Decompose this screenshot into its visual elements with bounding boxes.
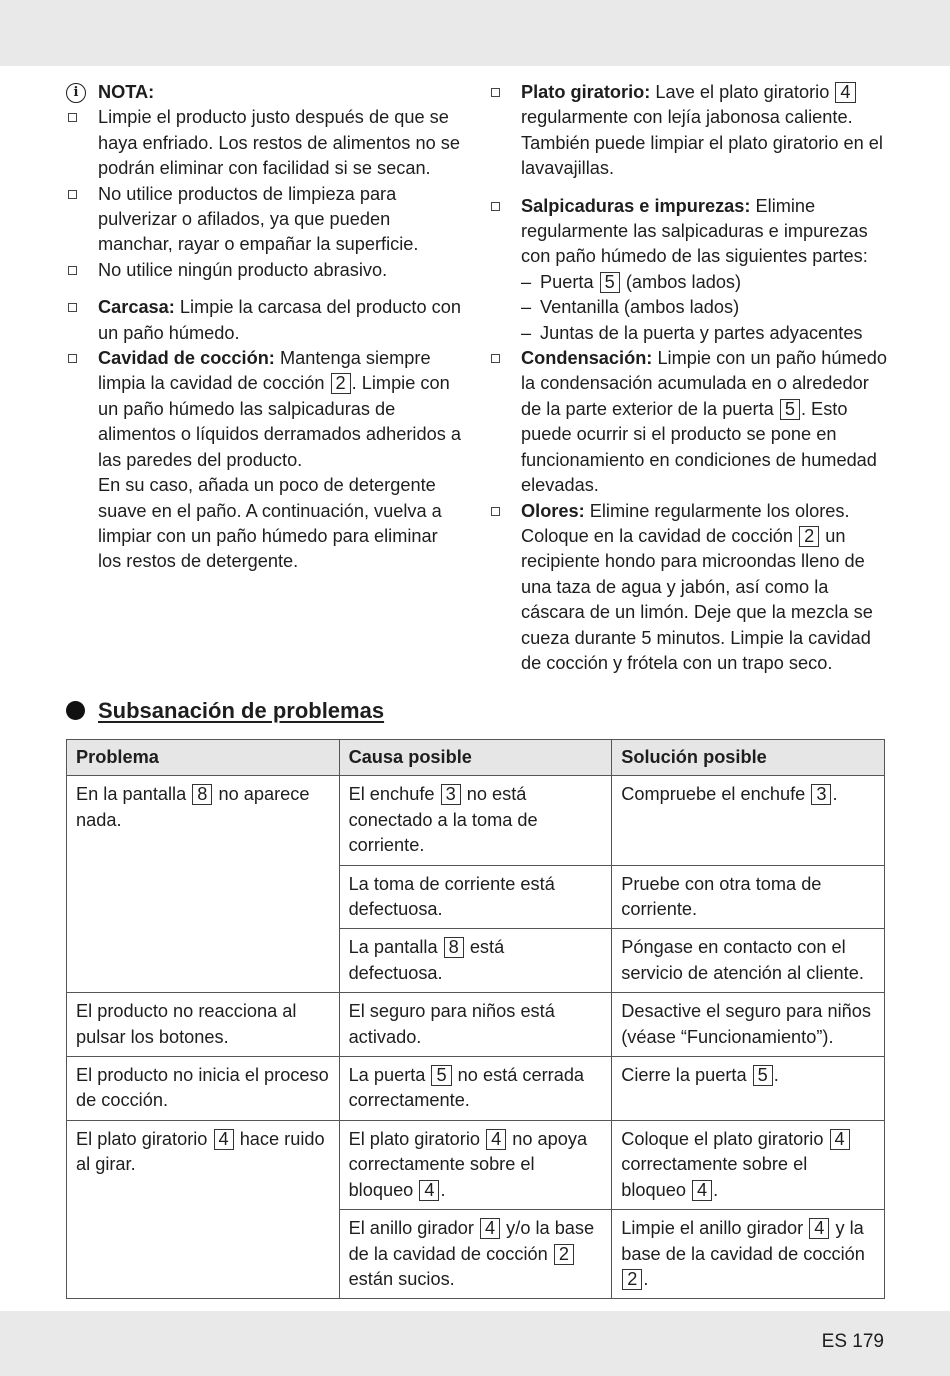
- section-title: Subsanación de problemas: [98, 698, 385, 723]
- cause-cell: El seguro para niños está activado.: [339, 993, 612, 1057]
- solution-cell: Desactive el seguro para niños (véase “Funcionamiento”).: [612, 993, 885, 1057]
- dash-text: Juntas de la puerta y partes adyacentes: [540, 322, 863, 343]
- carcasa-item: [66, 295, 461, 346]
- solution-cell: Pruebe con otra toma de corriente.: [612, 865, 885, 929]
- salpicaduras-text: Elimine regularmente las salpicaduras e impurezas con paño húmedo de las siguientes partes:: [521, 195, 868, 267]
- footer-band: [0, 1311, 950, 1376]
- cavidad-label: Cavidad de cocción:: [98, 348, 275, 369]
- table-row: [67, 1120, 885, 1209]
- solution-cell: Póngase en contacto con el servicio de atención al cliente.: [612, 929, 885, 993]
- header-band: [0, 0, 950, 66]
- part-number: 4: [486, 1129, 506, 1150]
- cell-text: correctamente sobre el bloqueo: [621, 1154, 808, 1200]
- dash-item: [489, 295, 889, 320]
- part-number: 2: [622, 1269, 642, 1290]
- right-column: [489, 80, 889, 676]
- cell-text: .: [440, 1179, 446, 1200]
- cause-cell: [339, 1210, 612, 1299]
- cell-text: Coloque el plato giratorio: [621, 1128, 824, 1149]
- salpicaduras-item: [489, 194, 889, 270]
- nota-item: [66, 105, 461, 181]
- square-bullet-icon: [491, 88, 500, 97]
- nota-heading-text: NOTA:: [98, 82, 155, 102]
- plato-text: Lave el plato giratorio: [655, 82, 830, 102]
- cell-text: El anillo girador: [348, 1218, 474, 1239]
- cell-text: .: [713, 1179, 719, 1200]
- nota-heading: [66, 80, 461, 105]
- condensacion-text: Limpie con un paño húmedo la condensación acumulada en o alrededor de la parte exterior de la puerta: [521, 348, 887, 419]
- page-number: ES 179: [821, 1331, 884, 1352]
- nota-item-text: No utilice ningún producto abrasivo.: [98, 259, 388, 280]
- cavidad-text: En su caso, añada un poco de detergente suave en el paño. A continuación, vuelva a limpiar con un paño húmedo para eliminar los restos de detergente.: [98, 475, 442, 572]
- nota-item-text: No utilice productos de limpieza para pulverizar o afilados, ya que pueden manchar, rayar o empañar la superficie.: [98, 183, 419, 255]
- dash-item: [489, 321, 889, 346]
- condensacion-label: Condensación:: [521, 348, 653, 369]
- plato-label: Plato giratorio:: [521, 82, 651, 102]
- problem-cell: [67, 1120, 340, 1298]
- olores-item: [489, 499, 889, 677]
- table-row: [67, 776, 885, 865]
- part-number: 4: [809, 1218, 829, 1239]
- dash-text: (ambos lados): [625, 271, 742, 292]
- plato-text: regularmente con lejía jabonosa caliente. También puede limpiar el plato giratorio en el lavavajillas.: [521, 107, 883, 179]
- part-number: 4: [830, 1129, 850, 1150]
- part-number: 8: [192, 784, 212, 805]
- part-number: 3: [811, 784, 831, 805]
- nota-item: [66, 182, 461, 258]
- cell-text: .: [773, 1065, 779, 1086]
- table-row: [67, 993, 885, 1057]
- dash-text: Ventanilla (ambos lados): [540, 297, 740, 318]
- table-row: [67, 1057, 885, 1121]
- salpicaduras-label: Salpicaduras e impurezas:: [521, 195, 751, 216]
- cell-text: El plato giratorio: [76, 1128, 208, 1149]
- cell-text: La puerta: [348, 1065, 426, 1086]
- cell-text: El enchufe: [348, 784, 435, 805]
- carcasa-text: Limpie la carcasa del producto con un paño húmedo.: [98, 297, 461, 343]
- condensacion-text: . Esto puede ocurrir si el producto se pone en funcionamiento en condiciones de humedad elevadas.: [521, 398, 877, 496]
- cell-text: y/o la base de la cavidad de cocción: [348, 1218, 595, 1264]
- square-bullet-icon: [68, 354, 77, 363]
- square-bullet-icon: [491, 354, 500, 363]
- bullet-dot-icon: [66, 701, 85, 720]
- cell-text: Limpie el anillo girador: [621, 1218, 804, 1239]
- problem-cell: [67, 776, 340, 993]
- part-number: 8: [444, 937, 464, 958]
- cell-text: no está cerrada correctamente.: [348, 1065, 585, 1111]
- cell-text: En la pantalla: [76, 784, 187, 805]
- part-number: 4: [692, 1180, 712, 1201]
- carcasa-label: Carcasa:: [98, 297, 175, 318]
- part-number: 5: [753, 1065, 773, 1086]
- square-bullet-icon: [491, 507, 500, 516]
- olores-text: un recipiente hondo para microondas lleno de una taza de agua y jabón, así como la cáscara de un limón. Deje que la mezcla se cueza durante 5 minutos. Limpie la cavidad de cocción y frótela con un trapo seco.: [521, 525, 873, 673]
- part-number: 5: [600, 272, 620, 293]
- square-bullet-icon: [68, 113, 77, 122]
- cell-text: La pantalla: [348, 937, 438, 958]
- column-header: Causa posible: [339, 740, 612, 776]
- cell-text: .: [643, 1268, 649, 1289]
- cause-cell: La toma de corriente está defectuosa.: [339, 865, 612, 929]
- cause-cell: [339, 929, 612, 993]
- part-number: 5: [780, 399, 800, 420]
- part-number: 2: [554, 1244, 574, 1265]
- column-header: Solución posible: [612, 740, 885, 776]
- cell-text: hace ruido al girar.: [76, 1128, 325, 1175]
- cell-text: no está conectado a la toma de corriente.: [348, 784, 538, 856]
- cell-text: y la base de la cavidad de cocción: [621, 1218, 865, 1264]
- cavidad-text: Mantenga siempre limpia la cavidad de cocción: [98, 348, 431, 394]
- part-number: 2: [331, 373, 351, 394]
- problem-cell: El producto no reacciona al pulsar los botones.: [67, 993, 340, 1057]
- cell-text: está defectuosa.: [348, 937, 505, 983]
- table-header-row: [67, 740, 885, 776]
- part-number: 2: [799, 526, 819, 547]
- left-column: [66, 80, 461, 575]
- cell-text: Compruebe el enchufe: [621, 784, 806, 805]
- part-number: 4: [214, 1129, 234, 1150]
- square-bullet-icon: [68, 266, 77, 275]
- cell-text: no apoya correctamente sobre el bloqueo: [348, 1128, 588, 1200]
- part-number: 5: [431, 1065, 451, 1086]
- cavidad-text: . Limpie con un paño húmedo las salpicaduras de alimentos o líquidos derramados adheridos a las paredes del producto.: [98, 373, 461, 470]
- cell-text: no aparece nada.: [76, 784, 310, 830]
- cell-text: .: [832, 784, 838, 805]
- cause-cell: [339, 1057, 612, 1121]
- nota-item: [66, 258, 461, 283]
- cause-cell: [339, 1120, 612, 1209]
- solution-cell: [612, 1210, 885, 1299]
- info-icon: i: [66, 83, 86, 103]
- olores-label: Olores:: [521, 500, 585, 521]
- solution-cell: [612, 1057, 885, 1121]
- cell-text: están sucios.: [348, 1268, 455, 1289]
- part-number: 4: [419, 1180, 439, 1201]
- square-bullet-icon: [491, 202, 500, 211]
- solution-cell: [612, 776, 885, 865]
- condensacion-item: [489, 346, 889, 498]
- cavidad-item: [66, 346, 461, 575]
- problem-cell: El producto no inicia el proceso de cocción.: [67, 1057, 340, 1121]
- dash-item: [489, 270, 889, 295]
- part-number: 3: [441, 784, 461, 805]
- square-bullet-icon: [68, 190, 77, 199]
- cause-cell: [339, 776, 612, 865]
- cell-text: Cierre la puerta: [621, 1065, 747, 1086]
- dash-text: Puerta: [540, 271, 594, 292]
- section-heading: [66, 698, 384, 724]
- column-header: Problema: [67, 740, 340, 776]
- plato-item: [489, 80, 889, 182]
- solution-cell: [612, 1120, 885, 1209]
- cell-text: El plato giratorio: [348, 1128, 480, 1149]
- troubleshooting-table: [66, 739, 885, 1299]
- part-number: 4: [480, 1218, 500, 1239]
- part-number: 4: [835, 82, 855, 103]
- olores-text: Elimine regularmente los olores. Coloque en la cavidad de cocción: [521, 500, 850, 546]
- nota-item-text: Limpie el producto justo después de que se haya enfriado. Los restos de alimentos no se podrán eliminar con facilidad si se secan.: [98, 107, 460, 179]
- square-bullet-icon: [68, 303, 77, 312]
